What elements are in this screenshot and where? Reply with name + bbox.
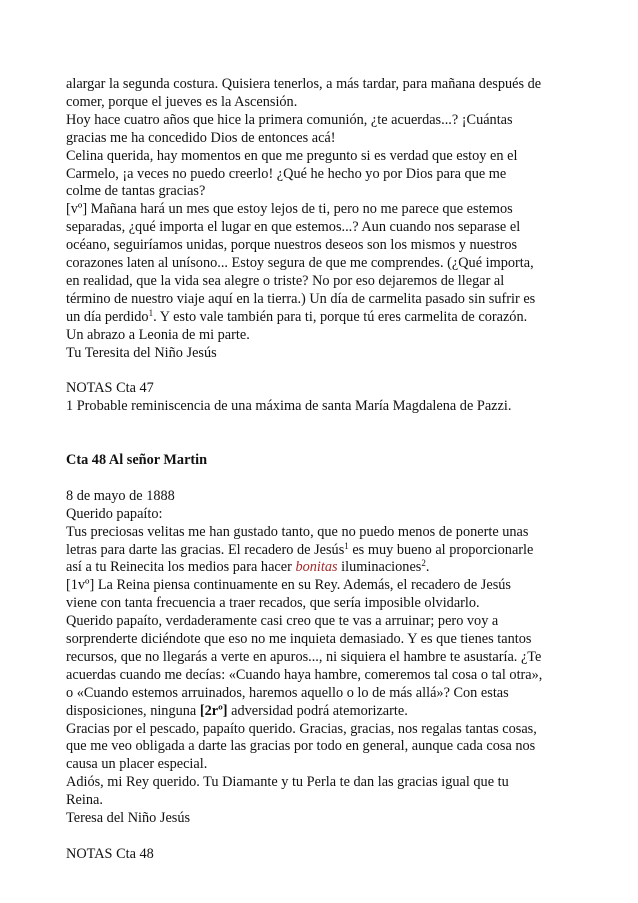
text-line: [1vº] La Reina piensa continuamente en su Rey. Además, el recadero de Jesús (66, 577, 511, 594)
emphasis-word: bonitas (295, 559, 338, 576)
text-fragment: . (425, 559, 430, 576)
notes-47 (66, 380, 578, 416)
text-fragment: así a tu Reinecita los medios para hacer (66, 559, 296, 576)
letter-signature: Teresa del Niño Jesús (66, 810, 191, 827)
document-page (66, 76, 578, 864)
text-line: alargar la segunda costura. Quisiera tenerlos, a más tardar, para mañana después de (66, 76, 542, 92)
text-line: colme de tantas gracias? (66, 183, 206, 200)
spacer (66, 434, 578, 452)
text-line: Celina querida, hay momentos en que me pregunto si es verdad que estoy en el (66, 147, 518, 164)
text-line (66, 542, 578, 560)
text-line: [vº] Mañana hará un mes que estoy lejos de ti, pero no me parece que estemos (66, 201, 513, 218)
letter-date: 8 de mayo de 1888 (66, 487, 175, 504)
text-line: recursos, que no llegarás a verte en apuros..., ni siquiera el hambre te asustaría. ¿Te (66, 648, 542, 665)
spacer (66, 470, 578, 488)
text-line (66, 703, 578, 721)
text-line: Querido papaíto, verdaderamente casi creo que te vas a arruinar; pero voy a (66, 613, 499, 630)
text-line: acuerdas cuando me decías: «Cuando haya hambre, comeremos tal cosa o tal otra», (66, 666, 543, 683)
page-marker: [2rº] (199, 702, 228, 719)
text-fragment: disposiciones, ninguna (66, 702, 200, 719)
letter-heading: Cta 48 Al señor Martin (66, 451, 208, 468)
text-line: Hoy hace cuatro años que hice la primera comunión, ¿te acuerdas...? ¡Cuántas (66, 111, 513, 128)
footnote: 1 Probable reminiscencia de una máxima de santa María Magdalena de Pazzi. (66, 398, 512, 415)
text-fragment: letras para darte las gracias. El recadero de Jesús (66, 541, 345, 558)
letter-48 (66, 452, 578, 864)
notes-title: NOTAS Cta 48 (66, 845, 154, 862)
text-line: Gracias por el pescado, papaíto querido. Gracias, gracias, nos regalas tantas cosas, (66, 720, 537, 737)
spacer (66, 828, 578, 846)
text-line: viene con tanta frecuencia a traer recados, que sería imposible olvidarlo. (66, 595, 480, 612)
text-line: océano, seguiríamos unidas, porque nuestros deseos son los mismos y nuestros (66, 237, 518, 254)
footnote-ref: 1 (148, 307, 154, 318)
text-line: Adiós, mi Rey querido. Tu Diamante y tu Perla te dan las gracias igual que tu (66, 774, 509, 791)
text-fragment: . Y esto vale también para ti, porque tú eres carmelita de corazón. (153, 308, 528, 325)
text-fragment: adversidad podrá atemorizarte. (227, 702, 408, 719)
text-line: separadas, ¿qué importa el lugar en que estemos...? Aun cuando nos separase el (66, 219, 521, 236)
letter-salutation: Querido papaíto: (66, 505, 163, 522)
text-line (66, 559, 578, 577)
text-line: Tus preciosas velitas me han gustado tanto, que no puedo menos de ponerte unas (66, 523, 529, 540)
spacer (66, 416, 578, 434)
text-line: Carmelo, ¡a veces no puedo creerlo! ¿Qué he hecho yo por Dios para que me (66, 165, 507, 182)
text-fragment: es muy bueno al proporcionarle (348, 541, 534, 558)
text-line: o «Cuando estemos arruinados, haremos aquello o lo de más allá»? Con estas (66, 684, 509, 701)
footnote-ref: 1 (344, 540, 349, 551)
text-fragment: iluminaciones (337, 559, 422, 576)
text-line: Un abrazo a Leonia de mi parte. (66, 326, 250, 343)
text-line: sorprenderte diciéndote que eso no me inquieta demasiado. Y es que tienes tantos (66, 631, 532, 648)
text-line: término de nuestro viaje aquí en la tierra.) Un día de carmelita pasado sin sufrir es (66, 290, 536, 307)
footnote-ref: 2 (421, 558, 426, 569)
text-line: causa un placer especial. (66, 756, 208, 773)
text-fragment: un día perdido (66, 308, 149, 325)
text-line: Reina. (66, 792, 103, 809)
text-line: comer, porque el jueves es la Ascensión. (66, 93, 298, 110)
letter-signature: Tu Teresita del Niño Jesús (66, 344, 217, 361)
notes-title: NOTAS Cta 47 (66, 380, 154, 397)
letter-47-body (66, 76, 578, 363)
text-line: gracias me ha concedido Dios de entonces acá! (66, 129, 336, 146)
spacer (66, 363, 578, 381)
text-line: que me veo obligada a darte las gracias por todo en general, aunque cada cosa nos (66, 738, 536, 755)
text-line: en realidad, que la vida sea alegre o triste? No por eso dejaremos de llegar al (66, 272, 505, 289)
text-line (66, 309, 578, 327)
text-line: corazones laten al unísono... Estoy segura de que me comprendes. (¿Qué importa, (66, 255, 534, 272)
